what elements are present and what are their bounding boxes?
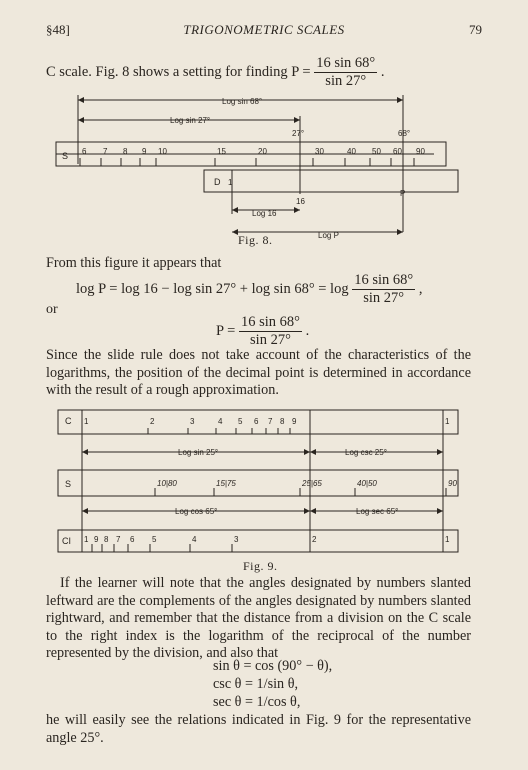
equation-1-lhs: log P = log 16 − log sin 27° + log sin 68° = log xyxy=(76,280,349,297)
d-scale-label: D xyxy=(214,177,221,187)
fraction-denominator: sin 27° xyxy=(250,332,291,348)
equation-1-tail: , xyxy=(418,280,423,297)
fraction-numerator: 16 sin 68° xyxy=(316,55,376,71)
s-scale-label: S xyxy=(62,151,69,161)
equation-2-lhs: P = xyxy=(216,322,236,339)
scale-tick-label: 6 xyxy=(130,535,135,544)
scale-tick-label: 2 xyxy=(312,535,317,544)
identity-sec: sec θ = 1/cos θ, xyxy=(213,694,301,710)
scale-tick-label: 5 xyxy=(238,417,243,426)
scale-tick-label: 1 xyxy=(84,535,89,544)
identities xyxy=(213,657,332,711)
scale-tick-label: 9 xyxy=(142,147,147,156)
log-sin-68-label: Log sin 68° xyxy=(222,97,263,106)
fraction-denominator: sin 27° xyxy=(363,290,405,306)
scale-tick-label: 5 xyxy=(152,535,157,544)
equation-2-tail: . xyxy=(305,322,310,339)
equation-1-fraction xyxy=(352,272,415,307)
scale-tick-label: 2 xyxy=(150,417,155,426)
intro-fraction xyxy=(314,55,377,90)
log-csc-25-label: Log csc 25° xyxy=(345,448,387,457)
c-scale-label: C xyxy=(65,416,72,426)
equation-1 xyxy=(76,272,422,307)
log-sec-65-label: Log sec 65° xyxy=(356,507,399,516)
scale-tick-label: 50 xyxy=(372,147,381,156)
scale-tick-label: 90 xyxy=(448,479,457,488)
scale-tick-label: 9 xyxy=(94,535,99,544)
scale-tick-label: 7 xyxy=(103,147,108,156)
scale-tick-label: 40|50 xyxy=(357,479,377,488)
scale-tick-label: 6 xyxy=(254,417,259,426)
scale-tick-label: 40 xyxy=(347,147,356,156)
scale-tick-label: 1 xyxy=(445,417,450,426)
mark-p: P xyxy=(400,189,406,198)
paragraph-4: he will easily see the relations indicated in Fig. 9 for the representative angle 25°. xyxy=(46,712,471,746)
scale-tick-label: 4 xyxy=(218,417,223,426)
mark-27: 27° xyxy=(292,129,305,138)
scale-tick-label: 30 xyxy=(315,147,324,156)
figure-9 xyxy=(0,406,528,558)
mark-68: 68° xyxy=(398,129,411,138)
scale-tick-label: 7 xyxy=(268,417,273,426)
scale-tick-label: 9 xyxy=(292,417,297,426)
ci-scale-label: CI xyxy=(62,536,71,546)
fraction-numerator: 16 sin 68° xyxy=(354,272,414,288)
fig-8-caption: Fig. 8. xyxy=(238,233,273,247)
scale-tick-label: 6 xyxy=(82,147,87,156)
paragraph-2: Since the slide rule does not take account of the characteristics of the logarithms, the position of the decimal point is determined in accordance with the result of a rough approximation. xyxy=(46,347,471,398)
scale-tick-label: 15|75 xyxy=(216,479,236,488)
s-scale-body xyxy=(58,470,458,496)
s-scale-label: S xyxy=(65,479,72,489)
intro-line xyxy=(46,55,384,90)
section-number: §48] xyxy=(46,22,70,37)
scale-tick-label: 90 xyxy=(416,147,425,156)
intro-tail: . xyxy=(380,63,385,80)
paragraph-3: If the learner will note that the angles designated by numbers slanted leftward are the complements of the angles designated by numbers slanted rightward, and remember that the distance from a division on the C scale to the right index is the logarithm of the reciprocal of the number represented by the division, and also that xyxy=(46,575,471,661)
scale-tick-label: 8 xyxy=(280,417,285,426)
equation-2 xyxy=(216,314,309,349)
log-sin-25-label: Log sin 25° xyxy=(178,448,219,457)
paragraph-1: From this figure it appears that xyxy=(46,255,222,271)
mark-16: 16 xyxy=(296,197,305,206)
scale-tick-label: 15 xyxy=(217,147,226,156)
identity-csc: csc θ = 1/sin θ, xyxy=(213,676,299,692)
scale-tick-label: 3 xyxy=(234,535,239,544)
scale-tick-label: 1 xyxy=(445,535,450,544)
log-16-label: Log 16 xyxy=(252,209,277,218)
scale-tick-label: 8 xyxy=(104,535,109,544)
d-index-label: 1 xyxy=(228,178,233,187)
scale-tick-label: 60 xyxy=(393,147,402,156)
scale-tick-label: 25|65 xyxy=(302,479,322,488)
scale-tick-label: 8 xyxy=(123,147,128,156)
scale-tick-label: 10 xyxy=(158,147,167,156)
or-word: or xyxy=(46,302,58,317)
fraction-numerator: 16 sin 68° xyxy=(240,314,300,330)
equation-2-fraction xyxy=(239,314,302,349)
intro-text: C scale. Fig. 8 shows a setting for finding P = xyxy=(46,63,311,80)
figure-8 xyxy=(0,92,528,252)
scale-tick-label: 7 xyxy=(116,535,121,544)
log-cos-65-label: Log cos 65° xyxy=(175,507,218,516)
scale-tick-label: 20 xyxy=(258,147,267,156)
identity-sin: sin θ = cos (90° − θ), xyxy=(213,658,333,674)
fig-9-caption: Fig. 9. xyxy=(243,559,278,573)
page-number: 79 xyxy=(469,22,482,37)
running-title: TRIGONOMETRIC SCALES xyxy=(183,22,345,37)
log-p-label: Log P xyxy=(318,231,339,240)
scale-tick-label: 4 xyxy=(192,535,197,544)
fraction-denominator: sin 27° xyxy=(325,73,367,89)
scale-tick-label: 3 xyxy=(190,417,195,426)
scale-tick-label: 1 xyxy=(84,417,89,426)
scale-tick-label: 10|80 xyxy=(157,479,177,488)
log-sin-27-label: Log sin 27° xyxy=(170,116,211,125)
d-scale-body xyxy=(204,170,458,192)
